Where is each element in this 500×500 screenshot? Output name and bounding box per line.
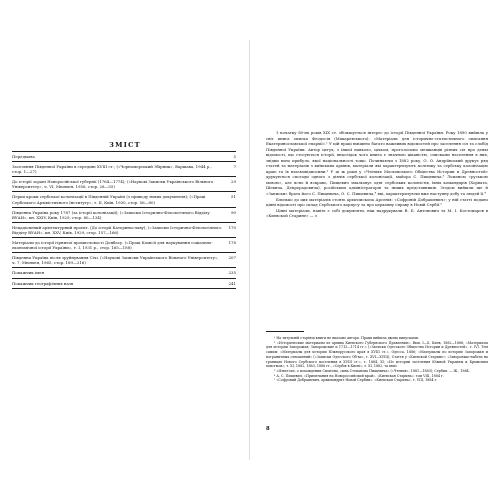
page-number: 8 <box>266 426 270 432</box>
toc-entry-title: До історії зорані Новоросійської губернії (1764—1774); («Наукові Записки Українського Вільного Університету», ч. VI, Мюнхен, 1956, стор. 28—55) <box>12 179 214 190</box>
toc-entry-page: 207 <box>228 255 236 261</box>
toc-entry-page: 178 <box>228 240 236 246</box>
footnote: ⁵ «Софроний Добрашевич, архимандрит Новой Сербии». «Киевская Старина», т. VIII, 1884 г. <box>274 378 438 383</box>
toc-entry-page: 29 <box>231 179 236 185</box>
toc-entry <box>12 223 236 238</box>
footnote: ¹ На титульній сторінці книги не вказано автора. Праця вийшла двома випусками. <box>274 336 419 340</box>
toc-entry-page: 7 <box>233 164 236 170</box>
toc-title: ЗМІСТ <box>109 141 141 149</box>
right-page <box>250 0 500 500</box>
footnotes <box>266 336 488 383</box>
paragraph: Цінні матеріали, навіть є собі документи, ніж надрукували В. Б. Антонович та М. І. Костомаров в «Киевской Старине» — з <box>266 207 488 219</box>
toc-entry <box>12 279 236 289</box>
toc-entry-title: Передмова <box>12 154 35 159</box>
body-text <box>266 130 488 219</box>
toc-entry <box>12 192 236 207</box>
toc-entry-page: 51 <box>231 194 236 200</box>
footnote-rule <box>266 331 304 332</box>
toc-entry-title: Покажчик імен <box>12 270 45 276</box>
toc-entry-page: 90 <box>231 209 236 215</box>
paragraph: Близько до цих матеріалів стоять архієпископа Арсенія: «Софроній Добрашевич»; у ній статті подано цінні відомості про склад Сербського корпусу та про церковну справу в Новій Сербії.⁵ <box>266 196 488 208</box>
toc-entry-page: 5 <box>233 154 236 159</box>
toc-entry-title: Перші кроки сербської колонізації в Південній Україні (з приводу нових документів); («Праці Сербського Архівістичного Інституту», т. II, Київ, 1930, стор. 56—80) <box>12 194 206 205</box>
toc-entry <box>12 268 236 278</box>
footnote: ³ «Изветсие, о похождении Симеона, сына Степанова Пищевича» («Чтения», 1881—1883); Сербия. — Ж., 1884. <box>274 368 470 373</box>
footnote: ² «Исторические материалы из архива Киевского Губернского Правления». Вып. I—X, Киев, 1882—1886; «Материалы для истории Запорожья; Запорожские и 1713—1714 гг.» («Записки Одесского Общества Истории и Древностей», т. IV). Тем самим: «Материалы для истории Южнорусского края в XVIII ст.», Одесса, 1886; «Материалы по истории Запорожья и пограничных отношений» («Записки Одесского Об-ва», т. XVI—XVIII); Стаття у «Киевской Старине»: «Заворонько-набеги на границах Нового Сербского поселения в XVIII ст.», т. 1884, XI; «Из истории заселения Южной Украины и Крымским ханством», т. XI, 1882, 1883, 1886 гг., «Сербія в Києві», т. XI, 1882, та інші. <box>266 340 488 369</box>
toc-entry <box>12 208 236 223</box>
toc-list <box>12 152 236 289</box>
toc-entry-title: Заселення Південної України в середині XVIII ст.; («Чорноморський Збірник», Варшава, 1944 р., стор. 1—27) <box>12 164 212 175</box>
table-of-contents <box>12 151 236 289</box>
toc-entry <box>12 253 236 268</box>
toc-entry-title: Південна Україна після зруйнування Січі. («Наукові Записки Українського Вільного Університету», ч. 7, Мюнхен, 1965, стор. 189—216) <box>12 255 219 266</box>
paragraph: З початку 80-их років XIX ст. збільшується інтерес до історії Південної України. Року 1890 вийшла у світ книга описка Феодосія (Макаревського): «Матеріали для історично-статистичного описання Екатеринославської епархії».¹ У цій праці вміщено багато важливих відомостей про заселення сіл та слобід Південної України. Автор цегух, з іншої навколо, цілком, проголосимо мешканців різних сіл про деякі відомості, що стосуються історії, внаслідок чого книга є значною цікавістю, списками населення в них, звідки воно прибуло, якої національності тощо. Починаючи з 1882 року, О. О. Андріївський друкує ряд статей та матеріалів з київських архівів, матеріали які характеризують політику та сербську колонізацію краю та їх взаємовідносини.² У ці ж роки у «Чтеніях Московського Общества Истории и Древностей» друкуються спогади одного з діячів сербської колонізації, майора С. Пищевича.³ Ломаною «руською мовою», але ясно й яскраво, Пищевич змальовує одяг сербських колоністів, їхніх командирів (Хорвата, Шевича, Депрерадовича), російських адміністраторів та інших представників. Згодом вийшли ще й «Записки» брата його С. Пищевича, О. С. Пищевича,⁴ які, характеризуючи вже наступну добу та людей її.⁴ <box>266 130 488 197</box>
toc-entry <box>12 238 236 253</box>
toc-entry <box>12 162 236 177</box>
toc-entry-title: Покажчик географічних назв <box>12 280 74 286</box>
toc-entry <box>12 152 236 162</box>
footnote: ⁴ А. С. Пищевич. «Примечания на Новороссийский край». «Киевская Старина», том VIII, 1884 г. <box>274 373 444 378</box>
toc-entry-page: 241 <box>228 280 236 286</box>
toc-entry-title: Матеріали до історії гірничої промисловості Донбасу. («Праці Комісії для наукування соціально-економічної історії України», т. I, 1931 р., стор. 165—188) <box>12 240 213 251</box>
toc-entry-title: Південна Україна року 1787 (за історії колонізації); («Записки Історично-Філологічного Відділу ВУАН», кн. XXIV, Київ, 1929, стор. 80—134) <box>12 209 210 220</box>
toc-entry <box>12 177 236 192</box>
toc-entry-page: 170 <box>228 224 236 230</box>
toc-entry-title: Нецадіонений архітектурний проєкт. (До історії Катеринославу); («Записки Історично-Філологічного Відділу ВУАН», кн. XXV, Київ, 1929, стор. 157—166) <box>12 224 222 235</box>
toc-entry-page: 235 <box>228 270 236 276</box>
